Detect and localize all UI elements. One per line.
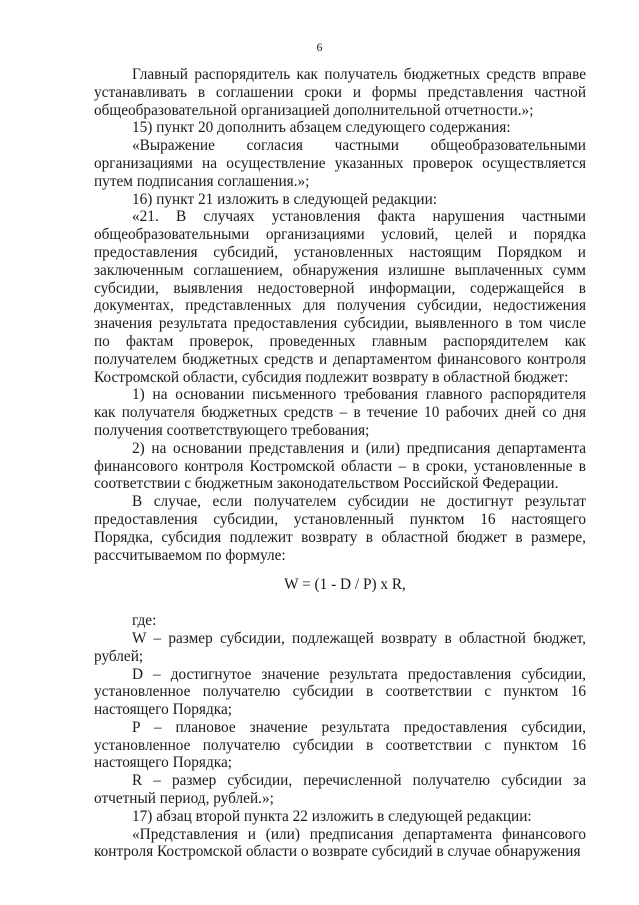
paragraph: P – плановое значение результата предоставления субсидии, установленное получателю субсидии в соответствии с пунктом 16 настоящего Порядка;	[94, 718, 586, 772]
paragraph: 2) на основании представления и (или) предписания департамента финансового контроля Костромской области – в сроки, установленные в соответствии с бюджетным законодательством Российской Федерации.	[94, 439, 586, 493]
paragraph: 17) абзац второй пункта 22 изложить в следующей редакции:	[132, 807, 532, 825]
paragraph: Главный распорядитель как получатель бюджетных средств вправе устанавливать в соглашении сроки и формы представления частной общеобразовательной организацией дополнительной отчетности.»;	[94, 66, 586, 119]
paragraph: 16) пункт 21 изложить в следующей редакции:	[132, 190, 438, 208]
formula: W = (1 - D / P) x R,	[284, 576, 406, 594]
paragraph: R – размер субсидии, перечисленной получателю субсидии за отчетный период, рублей.»;	[94, 772, 586, 808]
paragraph: D – достигнутое значение результата предоставления субсидии, установленное получателю субсидии в соответствии с пунктом 16 настоящего Порядка;	[94, 665, 586, 719]
page-number: 6	[316, 40, 323, 54]
document-body	[94, 66, 586, 861]
paragraph: В случае, если получателем субсидии не достигнут результат предоставления субсидии, установленный пунктом 16 настоящего Порядка, субсидия подлежит возврату в областной бюджет в размере, рассчитываемом по формуле:	[94, 493, 586, 564]
paragraph: W – размер субсидии, подлежащей возврату в областной бюджет, рублей;	[94, 629, 586, 665]
paragraph: 1) на основании письменного требования главного распорядителя как получателя бюджетных средств – в течение 10 рабочих дней со дня получения соответствующего требования;	[94, 386, 586, 439]
paragraph: «Представления и (или) предписания департамента финансового контроля Костромской области о возврате субсидий в случае обнаружения	[94, 825, 586, 861]
paragraph: где:	[132, 612, 157, 630]
paragraph: «Выражение согласия частными общеобразовательными организациями на осуществление указанных проверок осуществляется путем подписания соглашения.»;	[94, 137, 586, 190]
paragraph: «21. В случаях установления факта нарушения частными общеобразовательными организациями условий, целей и порядка предоставления субсидий, установленных настоящим Порядком и заключенным соглашением, обнаружения излишне выплаченных сумм субсидии, выявления недостоверной информации, содержащейся в документах, представленных для получения субсидии, недостижения значения результата предоставления субсидии, выявленного в том числе по фактам проверок, проведенных главным распорядителем как получателем бюджетных средств и департаментом финансового контроля Костромской области, субсидия подлежит возврату в областной бюджет:	[94, 208, 586, 386]
paragraph: 15) пункт 20 дополнить абзацем следующего содержания:	[132, 119, 511, 137]
